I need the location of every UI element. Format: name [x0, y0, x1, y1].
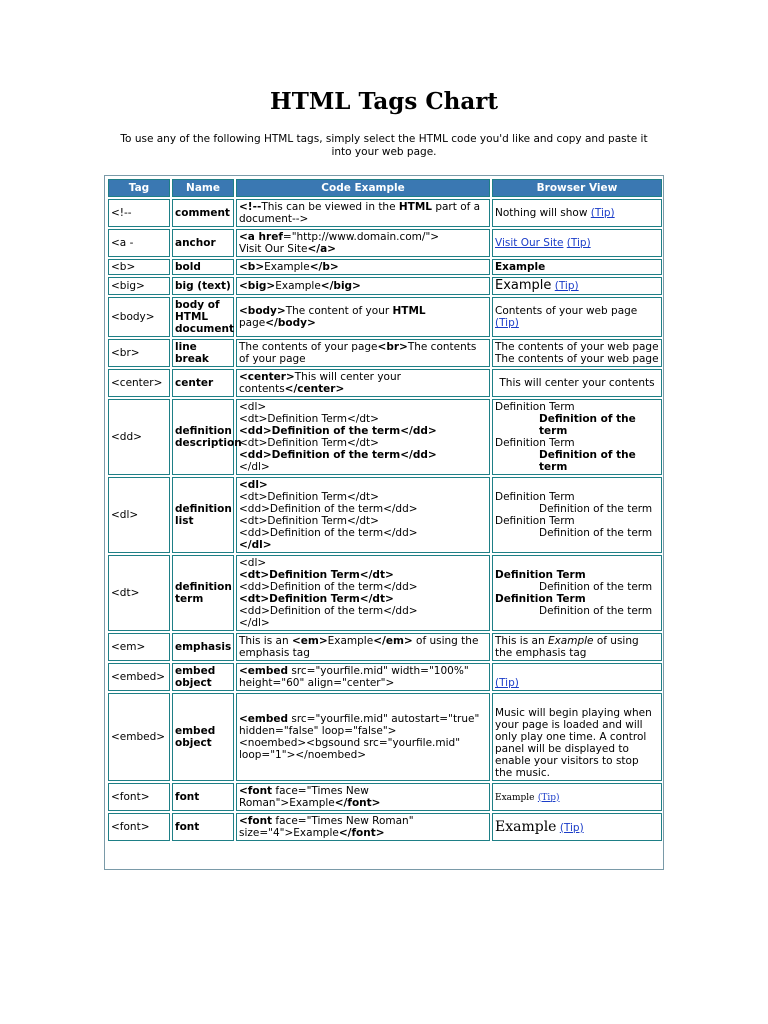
page-title: HTML Tags Chart [269, 88, 498, 115]
header-code: Code Example [236, 179, 490, 197]
cell-name: comment [172, 199, 234, 227]
cell-code: <!--This can be viewed in the HTML part of a document--> [236, 199, 490, 227]
cell-tag: <dl> [108, 477, 170, 553]
header-name: Name [172, 179, 234, 197]
header-tag: Tag [108, 179, 170, 197]
tip-link[interactable]: (Tip) [559, 821, 584, 834]
cell-tag: <dd> [108, 399, 170, 475]
cell-name: font [172, 813, 234, 841]
tip-link[interactable]: (Tip) [590, 207, 615, 219]
tip-link[interactable]: (Tip) [495, 317, 519, 329]
cell-tag: <embed> [108, 663, 170, 691]
intro-text: To use any of the following HTML tags, simply select the HTML code you'd like and copy and paste it into your web page. [120, 133, 648, 158]
cell-name: font [172, 783, 234, 811]
cell-code: <font face="Times New Roman">Example</font> [236, 783, 490, 811]
cell-view [492, 229, 662, 257]
tags-table-frame [104, 175, 664, 870]
cell-code: <big>Example</big> [236, 277, 490, 295]
cell-code: <dl> <dt>Definition Term</dt> <dd>Definition of the term</dd> <dt>Definition Term</dt> <dd>Definition of the term</dd> </dl> [236, 399, 490, 475]
table-row [108, 369, 662, 397]
cell-name: embed object [172, 693, 234, 781]
cell-view: This is an Example of using the emphasis tag [492, 633, 662, 661]
cell-name: body of HTML document [172, 297, 234, 337]
tip-link[interactable]: (Tip) [495, 677, 519, 689]
table-row [108, 477, 662, 553]
cell-name: definition list [172, 477, 234, 553]
cell-tag: <center> [108, 369, 170, 397]
cell-view: Definition Term Definition of the term Definition Term Definition of the term [492, 399, 662, 475]
table-row [108, 229, 662, 257]
cell-view: Example [492, 259, 662, 275]
tip-link[interactable]: (Tip) [566, 237, 591, 249]
table-row [108, 633, 662, 661]
table-row [108, 259, 662, 275]
cell-name: definition term [172, 555, 234, 631]
cell-code: <dl> <dt>Definition Term</dt> <dd>Definition of the term</dd> <dt>Definition Term</dt> <dd>Definition of the term</dd> </dl> [236, 555, 490, 631]
cell-view: The contents of your web page The contents of your web page [492, 339, 662, 367]
table-row [108, 555, 662, 631]
cell-view: Music will begin playing when your page is loaded and will only play one time. A control panel will be displayed to enable your visitors to stop the music. [492, 693, 662, 781]
table-header-row [108, 179, 662, 197]
cell-view: Example (Tip) [492, 277, 662, 295]
cell-tag: <body> [108, 297, 170, 337]
table-row [108, 339, 662, 367]
cell-tag: <dt> [108, 555, 170, 631]
cell-tag: <b> [108, 259, 170, 275]
cell-view: Example (Tip) [492, 783, 662, 811]
cell-view: This will center your contents [492, 369, 662, 397]
cell-code: <embed src="yourfile.mid" autostart="true" hidden="false" loop="false"> <noembed><bgsound src="yourfile.mid" loop="1"></noembed> [236, 693, 490, 781]
cell-name: line break [172, 339, 234, 367]
header-view: Browser View [492, 179, 662, 197]
cell-code: <dl> <dt>Definition Term</dt> <dd>Definition of the term</dd> <dt>Definition Term</dt> <dd>Definition of the term</dd> </dl> [236, 477, 490, 553]
cell-view: Contents of your web page (Tip) [492, 297, 662, 337]
cell-view: Nothing will show (Tip) [492, 199, 662, 227]
cell-code: <body>The content of your HTML page</body> [236, 297, 490, 337]
cell-view [492, 663, 662, 691]
cell-tag: <!-- [108, 199, 170, 227]
cell-name: anchor [172, 229, 234, 257]
cell-name: emphasis [172, 633, 234, 661]
cell-code: <b>Example</b> [236, 259, 490, 275]
cell-view: Definition Term Definition of the term Definition Term Definition of the term [492, 477, 662, 553]
cell-tag: <a - [108, 229, 170, 257]
table-row [108, 297, 662, 337]
tip-link[interactable]: (Tip) [537, 792, 560, 803]
tags-table [106, 177, 664, 843]
table-row [108, 199, 662, 227]
cell-code: The contents of your page<br>The contents of your page [236, 339, 490, 367]
cell-name: definition description [172, 399, 234, 475]
cell-code: <a href="http://www.domain.com/"> Visit Our Site</a> [236, 229, 490, 257]
cell-view: Definition Term Definition of the term Definition Term Definition of the term [492, 555, 662, 631]
cell-view: Example (Tip) [492, 813, 662, 841]
cell-tag: <big> [108, 277, 170, 295]
visit-our-site-link[interactable]: Visit Our Site [495, 237, 564, 249]
cell-tag: <embed> [108, 693, 170, 781]
cell-code: <font face="Times New Roman" size="4">Example</font> [236, 813, 490, 841]
cell-name: embed object [172, 663, 234, 691]
cell-name: center [172, 369, 234, 397]
cell-name: big (text) [172, 277, 234, 295]
cell-tag: <br> [108, 339, 170, 367]
tip-link[interactable]: (Tip) [554, 280, 579, 292]
cell-code: This is an <em>Example</em> of using the emphasis tag [236, 633, 490, 661]
table-row [108, 663, 662, 691]
cell-tag: <font> [108, 813, 170, 841]
cell-name: bold [172, 259, 234, 275]
table-row [108, 693, 662, 781]
cell-code: <embed src="yourfile.mid" width="100%" height="60" align="center"> [236, 663, 490, 691]
table-row [108, 783, 662, 811]
table-row [108, 277, 662, 295]
cell-tag: <em> [108, 633, 170, 661]
table-row [108, 813, 662, 841]
table-row [108, 399, 662, 475]
cell-code: <center>This will center your contents</center> [236, 369, 490, 397]
cell-tag: <font> [108, 783, 170, 811]
